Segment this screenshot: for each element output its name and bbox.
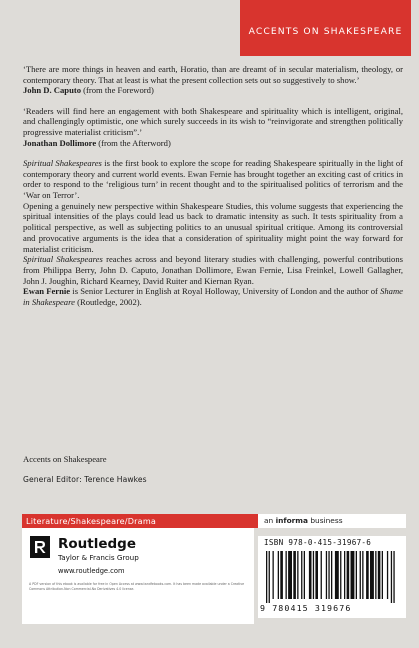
- barcode-bar: [370, 551, 374, 599]
- barcode-bar: [362, 551, 363, 599]
- previous-book-title: Shame in Shakespeare: [23, 286, 403, 308]
- routledge-logo-icon: [30, 536, 50, 558]
- publisher-url[interactable]: www.routledge.com: [58, 567, 125, 575]
- description-paragraph-3: [23, 254, 403, 286]
- book-title: Spiritual Shakespeares: [23, 157, 102, 168]
- quote-text: ‘Readers will find here an engagement with both Shakespeare and spirituality which is intelligent, original, and challengingly optimistic, one which surely succeeds in its wish to “reinvigorate and strengthen politically progressive materialist criticism”.’: [23, 105, 403, 138]
- barcode-number: 9 780415 319676: [260, 603, 352, 613]
- informa-badge: [258, 514, 406, 528]
- barcode-bar: [335, 551, 339, 599]
- book-title: Spiritual Shakespeares: [23, 254, 103, 265]
- quote-role: (from the Foreword): [81, 85, 154, 96]
- open-access-note: A PDF version of this ebook is available for free in Open Access at www.tandfebooks.com. It has been made available under a Creative Commons Attribution-Non Commercial-No Derivatives 4.0 license.: [29, 582, 245, 591]
- paragraph-text: reaches across and beyond literary studies with challenging, powerful contributions from Philippa Berry, John D. Caputo, Jonathan Dollimore, Ewan Fernie, Lisa Freinkel, Lowell Gallagher, John J. Joughin, Richard Kearney, David Ruiter and Kiernan Ryan.: [23, 254, 403, 286]
- quote-dollimore: [23, 106, 403, 149]
- isbn-block: [258, 536, 406, 618]
- subject-bar: [22, 514, 406, 528]
- barcode-bar: [286, 551, 287, 599]
- publisher-block: [22, 528, 254, 624]
- quote-attribution: [23, 138, 403, 149]
- informa-prefix: an: [264, 516, 276, 525]
- quote-text: ‘There are more things in heaven and earth, Horatio, than are dreamt of in secular materialism, theology, or contemporary theory. That at least is what the present collection sets out so suggestively to show.’: [23, 64, 403, 85]
- barcode-bar: [356, 551, 357, 599]
- series-name: Accents on Shakespeare: [23, 454, 107, 464]
- editor-bio: [23, 286, 403, 307]
- barcode-bar: [309, 551, 312, 599]
- barcode-bar: [378, 551, 381, 599]
- barcode-bar: [340, 551, 341, 599]
- barcode-bar: [382, 551, 383, 599]
- barcode-bar: [347, 551, 350, 599]
- barcode-bar: [351, 551, 355, 599]
- barcode-bar: [304, 551, 305, 599]
- barcode: [264, 551, 404, 603]
- cover-text: [23, 64, 403, 308]
- barcode-bar: [344, 551, 345, 599]
- barcode-bar: [288, 551, 292, 599]
- publisher-group: Taylor & Francis Group: [58, 553, 139, 562]
- barcode-bar: [375, 551, 376, 599]
- barcode-bar: [393, 551, 394, 603]
- barcode-bar: [391, 551, 392, 603]
- bio-text: (Routledge, 2002).: [74, 297, 142, 308]
- description-paragraph-1: [23, 158, 403, 201]
- publisher-name: Routledge: [58, 536, 137, 552]
- barcode-bar: [360, 551, 361, 599]
- description-paragraph-2: Opening a genuinely new perspective within Shakespeare Studies, this volume suggests that experiencing the spiritual intensities of the plays could lead us back to dramatic intensity as such. It tests spirituality from a political perspective, as well as subjecting politics to an unusual spiritual critique. Among its controversial and provocative arguments is the idea that a consideration of spirituality might point the way forward for materialist criticism.: [23, 200, 403, 254]
- paragraph-text: is the first book to explore the scope for reading Shakespeare spiritually in the light of contemporary theory and current world events. Ewan Fernie has brought together an exciting cast of critics in order to respond to the ‘religious turn’ in recent thought and to the spiritualised politics of terrorism and the ‘War on Terror’.: [23, 157, 403, 201]
- barcode-bar: [280, 551, 283, 599]
- quote-caputo: [23, 64, 403, 96]
- barcode-bar: [315, 551, 318, 599]
- barcode-bar: [313, 551, 314, 599]
- barcode-bar: [293, 551, 296, 599]
- quote-attribution: [23, 85, 403, 96]
- barcode-bar: [269, 551, 270, 603]
- series-tab: [240, 0, 411, 56]
- barcode-bar: [301, 551, 302, 599]
- barcode-bar: [326, 551, 327, 599]
- informa-suffix: business: [307, 516, 343, 525]
- general-editor: General Editor: Terence Hawkes: [23, 475, 147, 484]
- barcode-bar: [387, 551, 388, 599]
- quote-author: John D. Caputo: [23, 85, 82, 96]
- isbn-label: ISBN 978-0-415-31967-6: [264, 538, 372, 547]
- barcode-bar: [266, 551, 267, 603]
- barcode-bar: [278, 551, 279, 599]
- barcode-bar: [297, 551, 298, 599]
- publisher-footer: [22, 528, 406, 624]
- barcode-bar: [331, 551, 332, 599]
- barcode-bar: [366, 551, 369, 599]
- barcode-bar: [273, 551, 274, 599]
- editor-name: Ewan Fernie: [23, 286, 71, 297]
- barcode-bar: [321, 551, 322, 599]
- subject-label: Literature/Shakespeare/Drama: [26, 516, 157, 526]
- informa-brand: informa: [275, 516, 308, 525]
- series-tab-label: ACCENTS ON SHAKESPEARE: [248, 26, 403, 37]
- quote-author: Jonathan Dollimore: [23, 137, 97, 148]
- bio-text: is Senior Lecturer in English at Royal Holloway, University of London and the author of: [70, 286, 381, 297]
- quote-role: (from the Afterword): [96, 137, 171, 148]
- barcode-bar: [328, 551, 329, 599]
